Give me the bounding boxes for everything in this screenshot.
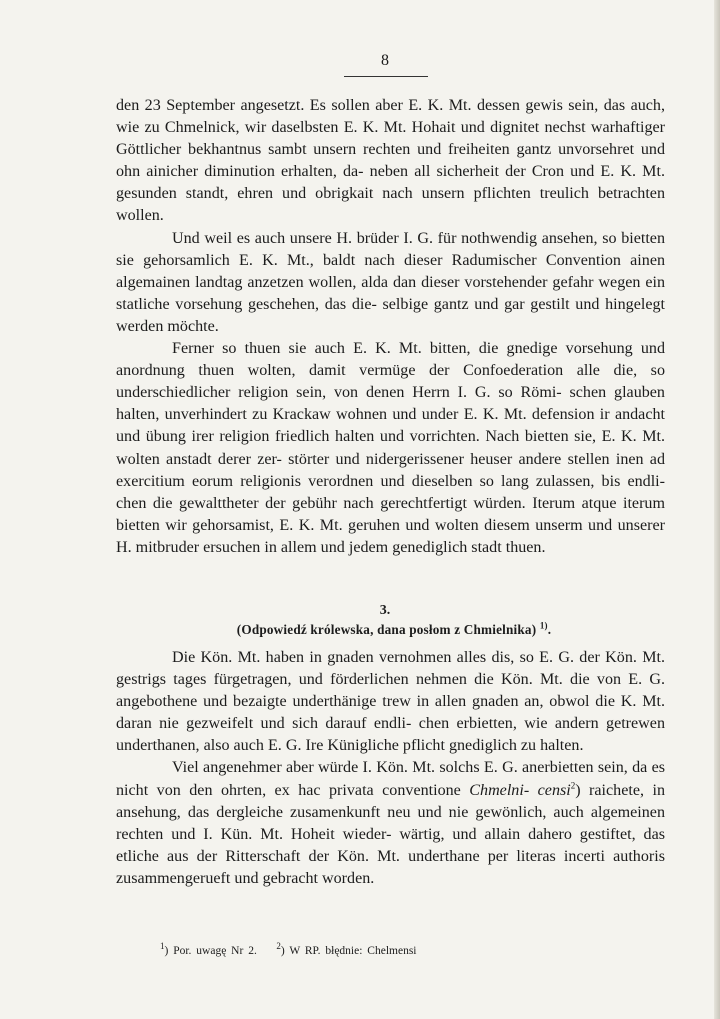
italic-word: Chmelni- (469, 781, 530, 799)
footnote-1-text: ) Por. uwagę Nr 2. (164, 945, 257, 957)
line: Mt. die von E. G. angebothene und bezaigte underthänige trew in allen (116, 671, 665, 711)
line: atque iterum bietten wir gehorsamist, E. K. Mt. geruhen und wolten (116, 494, 665, 534)
page-number: 8 (381, 52, 389, 69)
line: Kön. Mt. gestrigs tages fürgetragen, und förderlichen nehmen die Kön. (116, 649, 665, 689)
line: ) raichete, in ansehung, das dergleiche zusamenkunft neu und nie (116, 781, 665, 821)
paragraph-4 (116, 647, 665, 757)
line: Kön. Mt. underthane per literas incerti authoris zusammengerueft und (116, 847, 665, 887)
line: gnaden an, obwol die K. Mt. daran nie gezweifelt und sich darauf endli- (116, 693, 665, 733)
text-block-bottom (116, 647, 665, 890)
section-heading (0, 622, 720, 638)
footnotes (160, 941, 417, 957)
line: freiheiten gantz unvorsehret und ohn ainicher diminution erhalten, da- (116, 141, 665, 181)
line: eorum religionis verordnen und dieselben so lang zulassen, bis endli- (191, 472, 665, 490)
line: die, so underschiedlicher religion sein, von denen Herrn I. G. so Römi- (116, 362, 665, 402)
line: Ferner so thuen sie auch E. K. Mt. bitten, die gnedige vorsehung (172, 340, 633, 358)
line: vorstehender gefahr wegen ein statliche vorsehung geschehen, das die- (116, 273, 665, 313)
line: störter und nidergerissener heuser andere stellen inen ad exercitium (116, 450, 665, 490)
section-heading-text: (Odpowiedź królewska, dana posłom z Chmielnika) (236, 622, 537, 637)
paragraph-2 (116, 228, 665, 338)
line: so bietten sie gehorsamlich E. K. Mt., baldt nach dieser Radumischer (116, 229, 665, 269)
line: Convention ainen algemainen landtag anzetzen wollen, alda dan dieser (116, 251, 666, 291)
line: nechst warhaftiger Göttlicher bekhantnus sambt unsern rechten und (116, 119, 665, 159)
footnote-ref-1-mark: 1 (539, 620, 545, 631)
line: Viel angenehmer aber würde I. Kön. Mt. solchs E. G. anerbietten (172, 759, 594, 777)
line: das auch, wie zu Chmelnick, wir daselbsten E. K. Mt. Hohait und dignitet (116, 97, 665, 137)
footnote-2-mark: 2 (276, 941, 281, 952)
paragraph-3 (116, 338, 665, 559)
footnote-ref-1: 1) (539, 620, 548, 631)
line: wärtig, und allain dahero gestiftet, das etliche aus der Ritterschaft der (116, 825, 665, 865)
line: und obrigkait nach unsern pflichten treulich betrachten wollen. (116, 185, 665, 225)
line: Künigliche pflicht gnediglich zu halten. (327, 737, 584, 755)
line: selbige gantz und gar gestilt und hingelegt werden möchte. (116, 295, 665, 335)
line: schen glauben halten, unverhindert zu Krackaw wohnen und under (116, 384, 665, 424)
line: sein, da es nicht von den ohrten, ex hac privata conventione (116, 759, 665, 799)
line: Und weil es auch unsere H. brüder I. G. für nothwendig ansehen, (172, 229, 598, 247)
page-edge (714, 0, 720, 1019)
line: diesem unserm und unserer H. mitbruder ersuchen in allem und jedem (116, 516, 665, 556)
line: den 23 September angesetzt. Es sollen aber E. K. Mt. dessen gewis sein, (116, 97, 599, 114)
line: gewönlich, auch algemeinen rechten und I. Kün. Mt. Hoheit wieder- (116, 803, 665, 843)
footnote-ref-2: 2 (570, 780, 576, 791)
line: E. K. Mt. defension ir andacht und übung irer religion friedlich halten (116, 406, 665, 446)
line: und anordnung thuen wolten, damit vermüge der Confoederation alle (116, 340, 666, 380)
line: genediglich stadt thuen. (392, 538, 546, 556)
line: chen erbietten, wie andern getrewen underthanen, also auch E. G. Ire (116, 715, 665, 755)
header-rule (344, 76, 428, 77)
line: und vorrichten. Nach bietten sie, E. K. Mt. wolten anstadt derer zer- (116, 428, 666, 468)
text-block-top (116, 95, 665, 559)
footnote-1-mark: 1 (160, 941, 165, 952)
line: neben all sicherheit der Cron und E. K. Mt. gesunden standt, ehren (116, 163, 665, 203)
line: chen die gewalttheter der gebühr nach gerechtfertigt würden. Iterum (116, 494, 576, 512)
section-number: 3. (379, 603, 391, 618)
italic-word: censi (537, 781, 571, 799)
section-heading-suffix: . (547, 622, 552, 637)
line: gebracht worden. (262, 869, 375, 887)
paragraph-5 (116, 757, 665, 890)
line: Die Kön. Mt. haben in gnaden vernohmen alles dis, so E. G. der (172, 649, 600, 666)
paragraph-1 (116, 95, 665, 228)
footnote-2-text: ) W RP. błędnie: Chelmensi (280, 945, 417, 957)
